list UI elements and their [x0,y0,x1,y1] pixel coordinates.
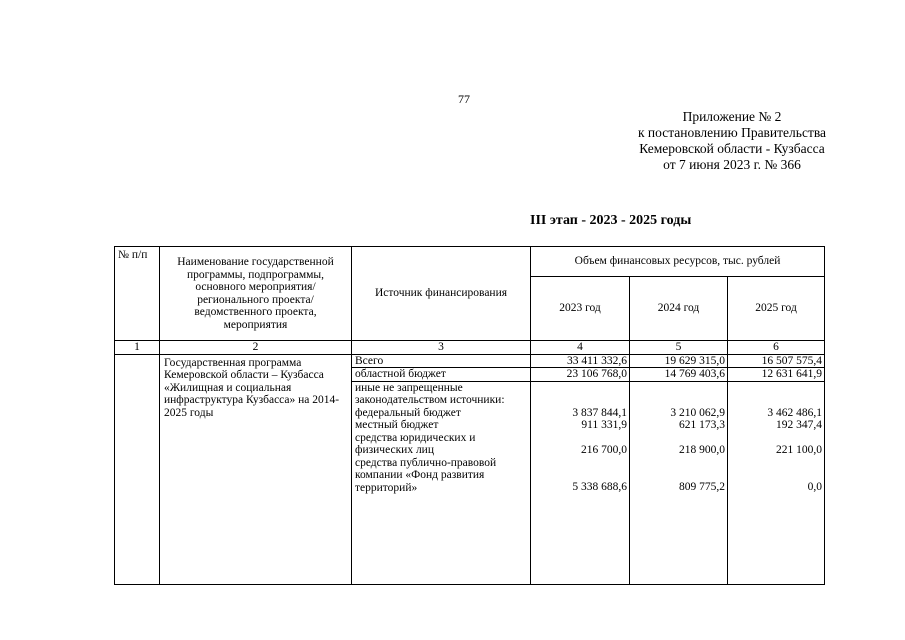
page-number: 77 [458,92,470,106]
table-row [115,354,825,584]
values-2023 [531,354,630,584]
value-cell: 23 106 768,0 [531,368,629,382]
value-cell [728,381,824,407]
header-year-2023: 2023 год [531,277,630,341]
column-number: 4 [531,341,630,355]
column-number: 1 [115,341,160,355]
source-label: средства юридических и физических лиц [355,431,476,456]
value-cell [531,381,629,407]
value-cell: 5 338 688,6 [572,481,627,493]
value-cell: 14 769 403,6 [630,368,727,382]
appendix-line: Кемеровской области - Кузбасса [639,141,825,156]
source-label: Всего [352,355,530,368]
value-cell: 3 837 844,1 [572,406,627,419]
value-cell: 192 347,4 [776,419,823,431]
value-cell: 12 631 641,9 [728,368,824,382]
appendix-line: от 7 июня 2023 г. № 366 [663,157,801,172]
value-cell [630,381,727,407]
values-2025 [728,354,825,584]
value-cell: 3 462 486,1 [767,406,823,419]
value-cell: 19 629 315,0 [630,355,727,368]
source-label: местный бюджет [355,419,439,431]
values-2024 [630,354,728,584]
column-number: 3 [352,341,531,355]
source-label: федеральный бюджет [355,406,461,419]
value-cell: 216 700,0 [581,444,627,456]
value-cell: 33 411 332,6 [531,355,629,368]
value-cell: 16 507 575,4 [728,355,824,368]
header-name: Наименование государственной программы, подпрограммы, основного мероприятия/ регионального проекта/ ведомственного проекта, мероприятия [160,247,352,341]
value-cell: 3 210 062,9 [670,406,725,419]
value-cell: 911 331,9 [581,419,627,431]
column-number: 5 [630,341,728,355]
header-volume: Объем финансовых ресурсов, тыс. рублей [531,247,825,277]
source-cell [352,354,531,584]
appendix-heading [612,109,852,173]
value-cell: 221 100,0 [776,444,823,456]
header-num: № п/п [115,247,160,341]
appendix-line: Приложение № 2 [682,109,782,124]
column-number-row [115,341,825,355]
row-number [115,354,160,584]
value-cell: 809 775,2 [679,481,725,493]
header-year-2025: 2025 год [728,277,825,341]
header-year-2024: 2024 год [630,277,728,341]
column-number: 2 [160,341,352,355]
value-cell: 0,0 [807,481,823,493]
header-source: Источник финансирования [352,247,531,341]
column-number: 6 [728,341,825,355]
value-cell: 218 900,0 [679,444,725,456]
program-name: Государственная программа Кемеровской области – Кузбасса «Жилищная и социальная инфраструктура Кузбасса» на 2014-2025 годы [160,354,352,584]
budget-table [114,246,825,585]
value-cell: 621 173,3 [679,419,725,431]
source-label: областной бюджет [352,368,530,382]
source-label: иные не запрещенные законодательством источники: [355,381,505,406]
stage-title: III этап - 2023 - 2025 годы [530,213,692,228]
appendix-line: к постановлению Правительства [637,125,827,140]
source-label: средства публично-правовой компании «Фонд развития территорий» [355,456,497,494]
